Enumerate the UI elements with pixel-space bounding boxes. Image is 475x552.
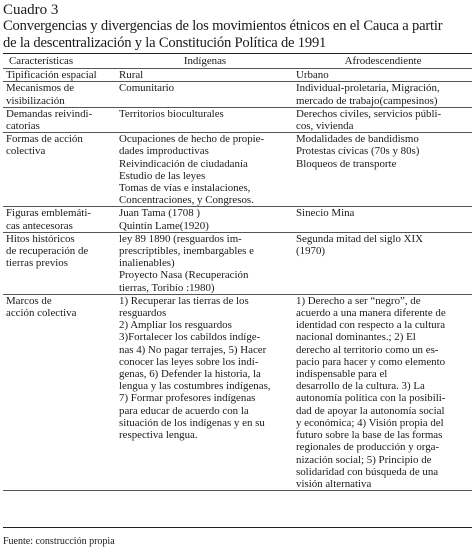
title-line: Convergencias y divergencias de los movimientos étnicos en el Cauca a partir [3,18,443,34]
cell-line: Figuras emblemáti- [6,207,91,220]
cell-line: Modalidades de bandidismo [296,133,419,146]
cell-line: colectiva [6,145,46,158]
cell-indigenas [116,294,293,490]
cell-line: Tomas de vías e instalaciones, [119,182,251,195]
cell-line: conocer las leyes sobre los indí- [119,355,259,368]
cell-indigenas [116,232,293,294]
cell-caracteristica [3,69,116,82]
cell-indigenas [116,69,293,82]
cell-line: Ocupaciones de hecho de propie- [119,133,265,146]
cell-line: derecho al territorio como un es- [296,343,439,356]
column-header-indigenas: Indígenas [116,54,293,69]
cell-line: 2) Ampliar los resguardos [119,319,232,332]
cell-line: Urbano [296,69,329,82]
source-note: Fuente: construcción propia [3,536,115,547]
cell-line: Tipificación espacial [6,69,97,82]
column-header-afrodescendiente: Afrodescendiente [293,54,472,69]
cell-line: identidad con respecto a la cultura [296,319,446,332]
cell-line: Quintín Lame(1920) [119,219,209,232]
cell-caracteristica [3,133,116,207]
cell-indigenas [116,82,293,107]
cell-line: genas, 6) Defender la historia, la [119,368,261,381]
cell-line: Hitos históricos [6,232,75,245]
table-label: Cuadro 3 [3,2,59,18]
cell-afrodescendiente [293,232,472,294]
cell-caracteristica [3,82,116,107]
cell-line: Segunda mitad del siglo XIX [296,232,424,245]
cell-line: Estudio de las leyes [119,169,206,182]
table-row [3,232,472,294]
cell-line: cos, vivienda [296,120,354,133]
cell-line: resguardos [119,307,167,320]
cell-line: indispensable para el [296,368,388,381]
cell-line: Territorios bioculturales [119,107,224,120]
cell-line: Protestas cívicas (70s y 80s) [296,145,420,158]
cell-line: nas 4) No pagar terrajes, 5) Hacer [119,343,267,356]
cell-line: acción colectiva [6,307,77,320]
header [3,2,471,51]
cell-line: tierras previos [6,257,68,270]
table-bottom-rule [3,527,472,528]
cell-line: 7) Formar profesores indígenas [119,392,256,405]
cell-caracteristica [3,232,116,294]
cell-line: dades improductivas [119,145,209,158]
table-row [3,207,472,232]
cell-line: Proyecto Nasa (Recuperación [119,269,249,282]
cell-afrodescendiente [293,207,472,232]
cell-line: autonomía política con la posibili- [296,392,446,405]
table-header-row [3,54,472,69]
cell-line: tierras, Toribío :1980) [119,281,215,294]
cell-line: pacio para hacer y como elemento [296,355,446,368]
cell-line: futuro sobre la base de las formas [296,429,443,442]
cell-line: 1) Derecho a ser “negro”, de [296,294,421,307]
cell-line: inalienables) [119,257,175,270]
cell-line: nización social; 5) Principio de [296,453,432,466]
cell-line: Sinecio Mina [296,207,355,220]
table-row [3,133,472,207]
cell-caracteristica [3,207,116,232]
cell-line: Concentraciones, y Congresos. [119,194,254,207]
cell-line: prescriptibles, inembargables e [119,245,254,258]
cell-line: mercado de trabajo(campesinos) [296,94,438,107]
cell-line: desarrollo de la cultura. 3) La [296,380,425,393]
column-header-caracteristicas: Características [3,54,116,69]
cell-line: regionales de producción y orga- [296,441,440,454]
comparison-table [3,53,472,491]
cell-indigenas [116,207,293,232]
cell-line: (1970) [296,245,326,258]
cell-line: Formas de acción [6,133,83,146]
cell-line: Comunitario [119,82,175,95]
table-body [3,69,472,491]
table-row [3,107,472,132]
cell-line: lengua y las costumbres indígenas, [119,380,271,393]
cell-line: Rural [119,69,144,82]
table-row [3,69,472,82]
cell-afrodescendiente [293,82,472,107]
cell-afrodescendiente [293,107,472,132]
cell-line: de recuperación de [6,245,89,258]
cell-line: cas antecesoras [6,219,73,232]
cell-afrodescendiente [293,294,472,490]
cell-line: y económica; 4) Visión propia del [296,416,444,429]
cell-line: Bloqueos de transporte [296,157,397,170]
cell-line: dad de apoyar la autonomía social [296,404,445,417]
cell-line: Mecanismos de [6,82,75,95]
cell-line: Individual-proletaria, Migración, [296,82,440,95]
cell-indigenas [116,133,293,207]
cell-line: situación de los indígenas y en su [119,416,265,429]
cell-caracteristica [3,107,116,132]
cell-line: Marcos de [6,294,52,307]
cell-caracteristica [3,294,116,490]
cell-line: ley 89 1890 (resguardos im- [119,232,242,245]
cell-line: para educar de acuerdo con la [119,404,249,417]
cell-line: 3)Fortalecer los cabildos indíge- [119,331,261,344]
cell-line: Reivindicación de ciudadanía [119,157,248,170]
cell-line: visibilización [6,94,65,107]
cell-line: visión alternativa [296,477,372,490]
cell-line: solidaridad con búsqueda de una [296,465,439,478]
cell-afrodescendiente [293,69,472,82]
cell-indigenas [116,107,293,132]
cell-line: catorias [6,120,40,133]
cell-line: acuerdo a una manera diferente de [296,307,446,320]
cell-line: Juan Tama (1708 ) [119,207,200,220]
cell-line: Demandas reivindi- [6,107,93,120]
title-line: de la descentralización y la Constitución Política de 1991 [3,34,327,51]
cell-afrodescendiente [293,133,472,207]
table-row [3,82,472,107]
cell-line: respectiva lengua. [119,429,198,442]
cell-line: 1) Recuperar las tierras de los [119,294,249,307]
table-row [3,294,472,490]
cell-line: Derechos civiles, servicios públi- [296,107,442,120]
cell-line: nacional dominantes.; 2) El [296,331,416,344]
table-title [3,18,471,51]
